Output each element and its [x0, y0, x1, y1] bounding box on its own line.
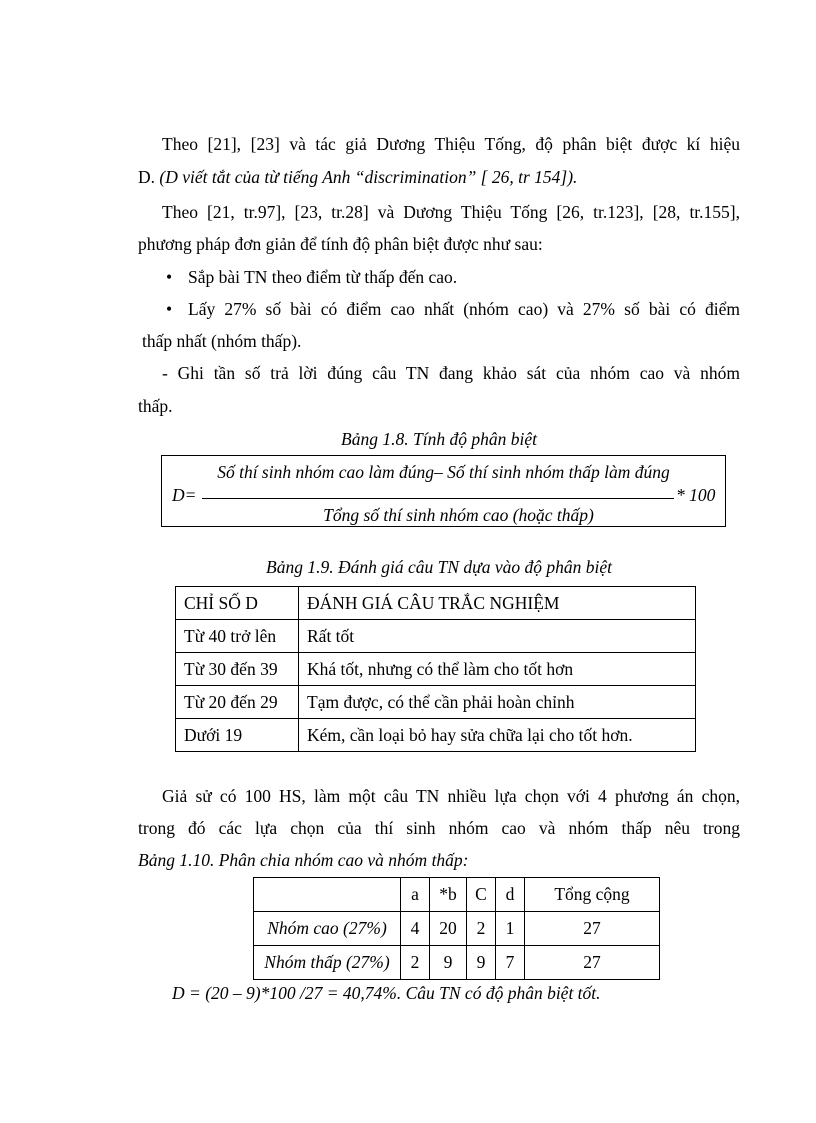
- text: D.: [138, 167, 160, 187]
- table-cell: Nhóm cao (27%): [254, 912, 401, 946]
- table-cell: Rất tốt: [299, 620, 696, 653]
- caption-table-1-9: Bảng 1.9. Đánh giá câu TN dựa vào độ phân biệt: [266, 557, 612, 577]
- table-header-cell: a: [401, 878, 430, 912]
- table-header-cell: *b: [430, 878, 467, 912]
- table-cell: 9: [467, 946, 496, 980]
- table-cell: Tạm được, có thể cần phải hoàn chỉnh: [299, 686, 696, 719]
- table-header-cell: d: [496, 878, 525, 912]
- text: Theo [21], [23] và tác giả Dương Thiệu Tống, độ phân biệt được kí hiệu: [162, 134, 740, 154]
- group-table: [253, 877, 660, 980]
- formula-lhs: D=: [172, 485, 197, 505]
- table-cell: 27: [525, 912, 660, 946]
- fraction-bar: [202, 498, 674, 499]
- caption-table-1-10: Bảng 1.10. Phân chia nhóm cao và nhóm thấp:: [138, 850, 469, 870]
- table-header-cell: CHỈ SỐ D: [176, 587, 299, 620]
- table-cell: 1: [496, 912, 525, 946]
- table-cell: Dưới 19: [176, 719, 299, 752]
- table-cell: Từ 30 đến 39: [176, 653, 299, 686]
- formula-rhs: * 100: [676, 485, 716, 505]
- paragraph-1-line-1: [162, 133, 740, 155]
- text: phương pháp đơn giản để tính độ phân biệt được như sau:: [138, 234, 543, 254]
- table-cell: 27: [525, 946, 660, 980]
- text: - Ghi tần số trả lời đúng câu TN đang khảo sát của nhóm cao và nhóm: [162, 363, 740, 383]
- table-header-cell: [254, 878, 401, 912]
- bullet-text: thấp nhất (nhóm thấp).: [142, 331, 302, 351]
- table-header-cell: Tổng cộng: [525, 878, 660, 912]
- conclusion-line: D = (20 – 9)*100 /27 = 40,74%. Câu TN có độ phân biệt tốt.: [172, 983, 601, 1003]
- bullet-item-1: [166, 266, 740, 288]
- table-cell: Khá tốt, nhưng có thể làm cho tốt hơn: [299, 653, 696, 686]
- paragraph-3-line-3: [138, 849, 740, 871]
- table-header-row: [254, 878, 660, 912]
- table-cell: Từ 20 đến 29: [176, 686, 299, 719]
- text: Theo [21, tr.97], [23, tr.28] và Dương Thiệu Tống [26, tr.123], [28, tr.155],: [162, 202, 740, 222]
- table-cell: 9: [430, 946, 467, 980]
- table-row: [254, 946, 660, 980]
- table-row: [254, 912, 660, 946]
- bullet-icon: •: [166, 299, 173, 319]
- evaluation-table: [175, 586, 696, 752]
- table-cell: Kém, cần loại bỏ hay sửa chữa lại cho tốt hơn.: [299, 719, 696, 752]
- table-header-cell: C: [467, 878, 496, 912]
- caption-table-1-8: Bảng 1.8. Tính độ phân biệt: [341, 429, 537, 449]
- bullet-text: Sắp bài TN theo điểm từ thấp đến cao.: [188, 267, 458, 287]
- formula-box: [161, 455, 726, 527]
- table-cell: 2: [401, 946, 430, 980]
- text: thấp.: [138, 396, 173, 416]
- table-cell: Nhóm thấp (27%): [254, 946, 401, 980]
- text: trong đó các lựa chọn của thí sinh nhóm cao và nhóm thấp nêu trong: [138, 818, 740, 838]
- table-row: [176, 620, 696, 653]
- bullet-icon: •: [166, 267, 173, 287]
- table-cell: 2: [467, 912, 496, 946]
- bullet-item-2-line-2: [142, 330, 744, 352]
- table-cell: 7: [496, 946, 525, 980]
- paragraph-2-line-2: [138, 233, 740, 255]
- table-cell: 4: [401, 912, 430, 946]
- table-header-row: [176, 587, 696, 620]
- table-cell: 20: [430, 912, 467, 946]
- dash-item-line-1: [162, 362, 740, 384]
- table-row: [176, 686, 696, 719]
- bullet-item-2-line-1: [166, 298, 740, 320]
- table-header-cell: ĐÁNH GIÁ CÂU TRẮC NGHIỆM: [299, 587, 696, 620]
- table-row: [176, 653, 696, 686]
- formula-denominator: Tổng số thí sinh nhóm cao (hoặc thấp): [323, 505, 594, 525]
- dash-item-line-2: [138, 395, 740, 417]
- paragraph-2-line-1: [162, 201, 740, 223]
- paragraph-3-line-1: [162, 785, 740, 807]
- text: Giả sử có 100 HS, làm một câu TN nhiều lựa chọn với 4 phương án chọn,: [162, 786, 740, 806]
- bullet-text: Lấy 27% số bài có điểm cao nhất (nhóm cao) và 27% số bài có điểm: [188, 299, 740, 319]
- table-cell: Từ 40 trở lên: [176, 620, 299, 653]
- table-row: [176, 719, 696, 752]
- paragraph-1-line-2: [138, 166, 740, 188]
- formula-numerator: Số thí sinh nhóm cao làm đúng– Số thí sinh nhóm thấp làm đúng: [217, 462, 670, 482]
- paragraph-3-line-2: [138, 817, 740, 839]
- italic-citation: (D viết tắt của từ tiếng Anh “discrimination” [ 26, tr 154]).: [159, 167, 578, 187]
